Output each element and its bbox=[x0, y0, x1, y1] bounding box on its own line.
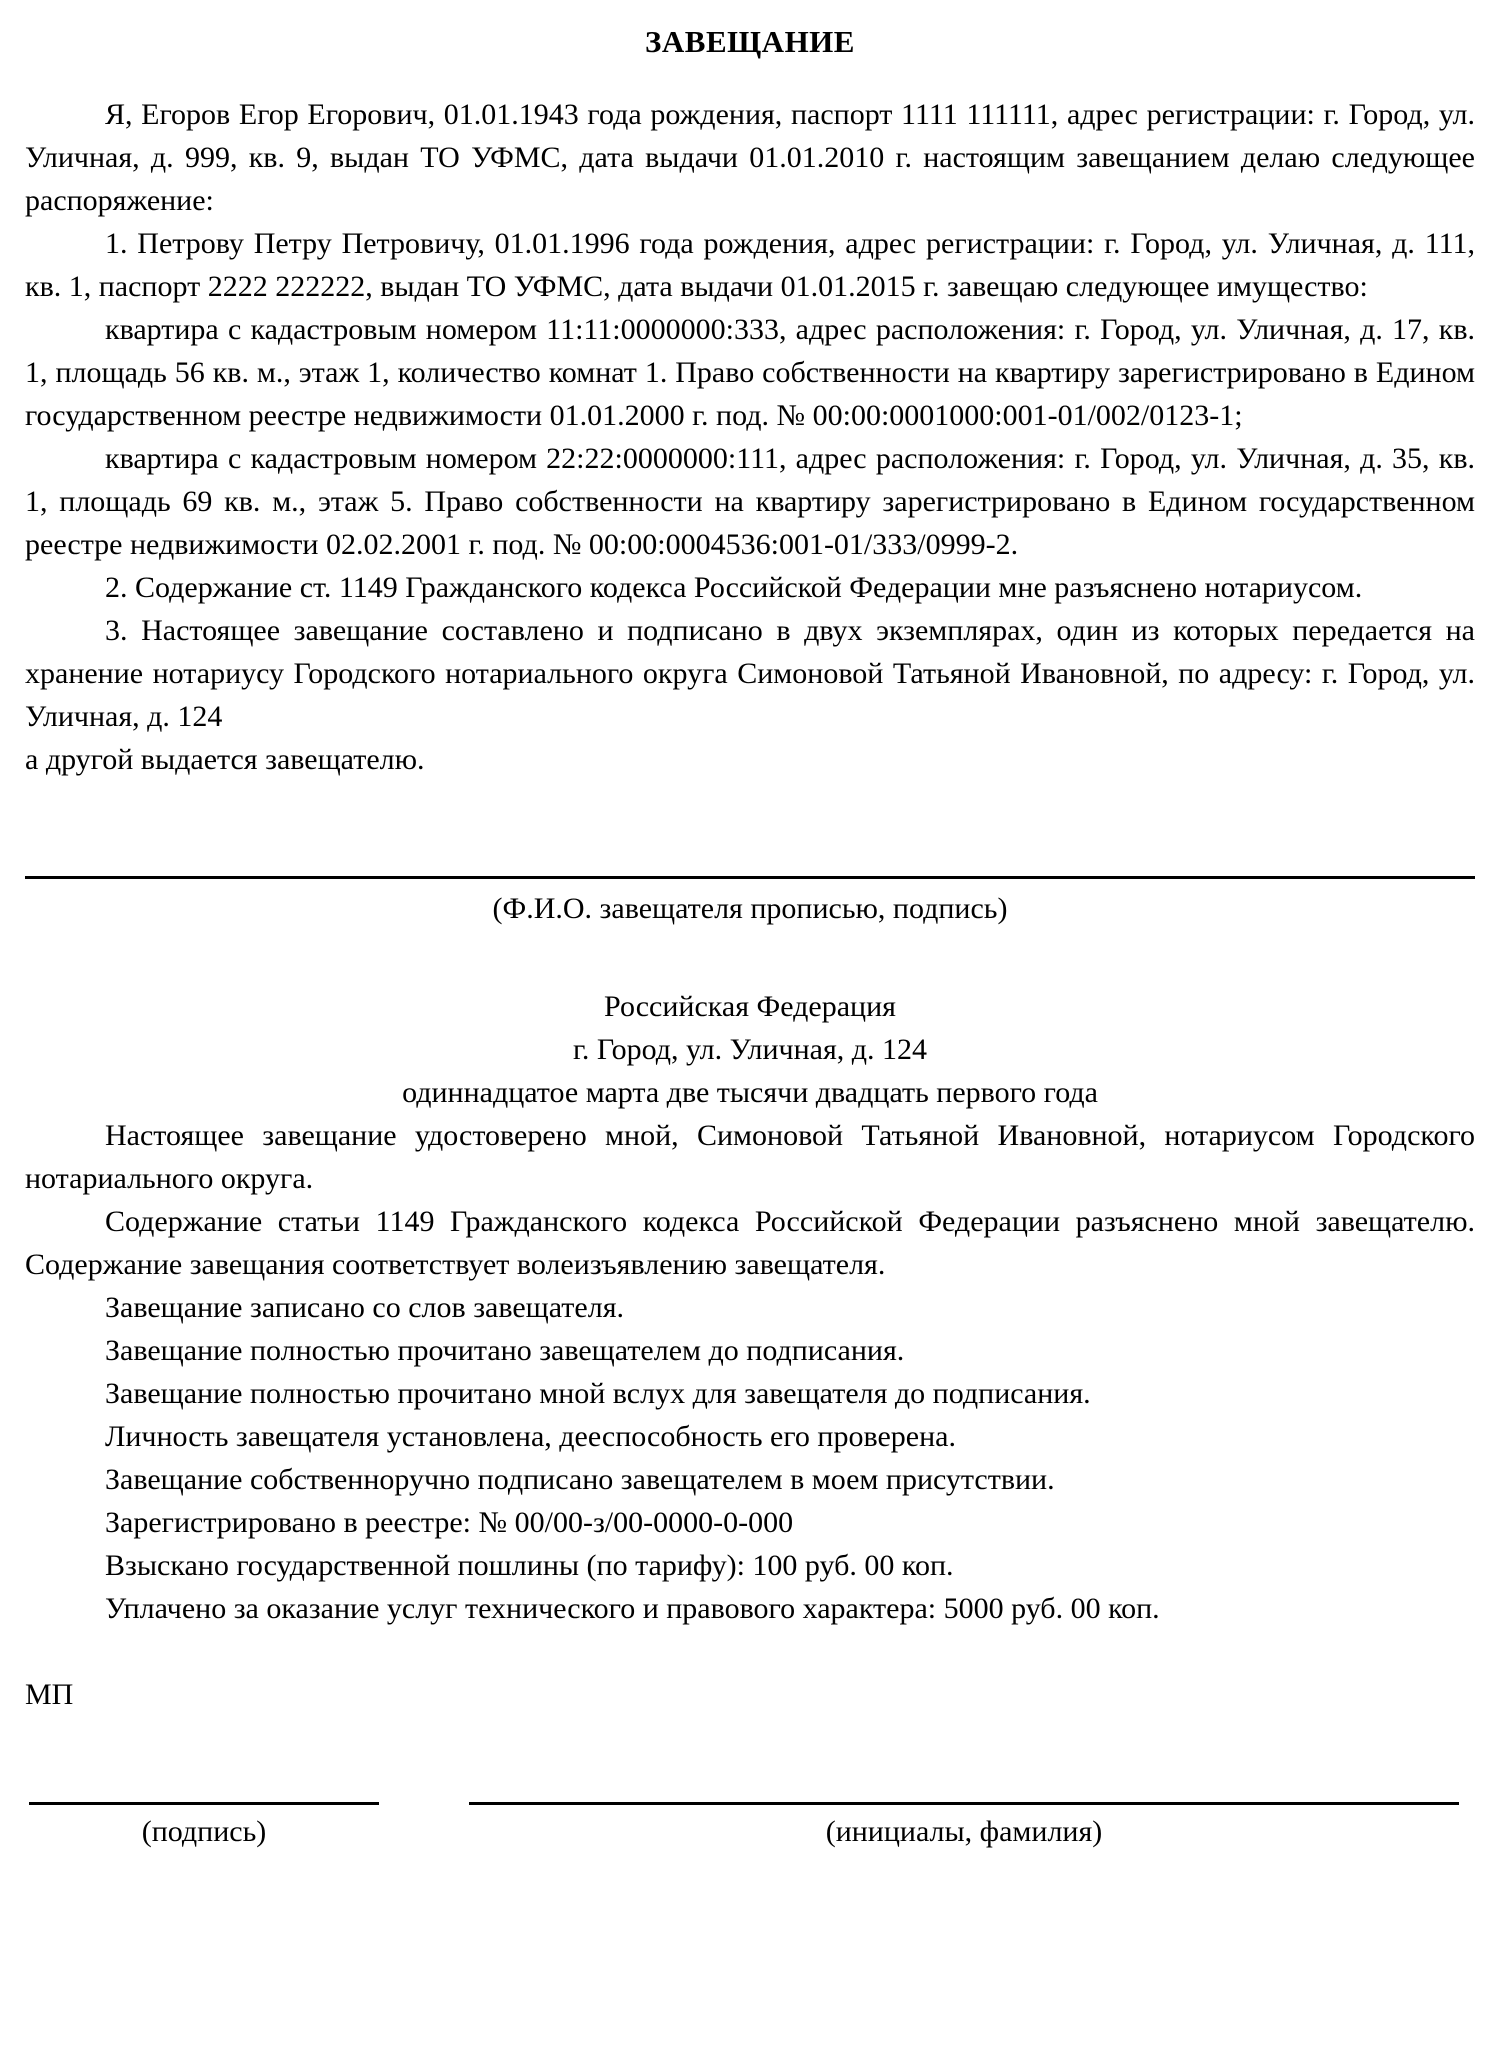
initials-field bbox=[469, 1802, 1459, 1853]
state-duty-line: Взыскано государственной пошлины (по тарифу): 100 руб. 00 коп. bbox=[105, 1549, 954, 1582]
copies-paragraph: 3. Настоящее завещание составлено и подписано в двух экземплярах, один из которых передается на хранение нотариусу Городского нотариального округа Симоновой Татьяной Ивановной, по адресу: г. Город, ул. Уличная, д. 124 bbox=[25, 614, 1475, 733]
testator-signature-caption: (Ф.И.О. завещателя прописью, подпись) bbox=[492, 892, 1008, 925]
signature-field bbox=[29, 1802, 379, 1853]
recorded-from-words-line: Завещание записано со слов завещателя. bbox=[105, 1291, 624, 1324]
country-line: Российская Федерация bbox=[604, 990, 896, 1023]
signed-in-presence-line: Завещание собственноручно подписано завещателем в моем присутствии. bbox=[105, 1463, 1055, 1496]
article-1149-paragraph: 2. Содержание ст. 1149 Гражданского кодекса Российской Федерации мне разъяснено нотариусом. bbox=[105, 571, 1363, 604]
signature-caption: (подпись) bbox=[141, 1815, 267, 1848]
read-aloud-line: Завещание полностью прочитано мной вслух для завещателя до подписания. bbox=[105, 1377, 1091, 1410]
stamp-placeholder: МП bbox=[25, 1678, 74, 1711]
testator-intro-paragraph: Я, Егоров Егор Егорович, 01.01.1943 года рождения, паспорт 1111 111111, адрес регистрации: г. Город, ул. Уличная, д. 999, кв. 9, выдан ТО УФМС, дата выдачи 01.01.2010 г. настоящим завещанием делаю следующее распоряжение: bbox=[25, 98, 1475, 217]
document-title: ЗАВЕЩАНИЕ bbox=[645, 24, 855, 59]
identity-verified-line: Личность завещателя установлена, дееспособность его проверена. bbox=[105, 1420, 956, 1453]
notary-article-paragraph: Содержание статьи 1149 Гражданского кодекса Российской Федерации разъяснено мной завещателю. Содержание завещания соответствует волеизъявлению завещателя. bbox=[25, 1205, 1475, 1281]
notary-address-line: г. Город, ул. Уличная, д. 124 bbox=[572, 1033, 928, 1066]
apartment-2-paragraph: квартира с кадастровым номером 22:22:0000000:111, адрес расположения: г. Город, ул. Уличная, д. 35, кв. 1, площадь 69 кв. м., этаж 5. Право собственности на квартиру зарегистрировано в Едином государственном реестре недвижимости 02.02.2001 г. под. № 00:00:0004536:001-01/333/0999-2. bbox=[25, 442, 1475, 561]
heir-paragraph: 1. Петрову Петру Петровичу, 01.01.1996 года рождения, адрес регистрации: г. Город, ул. Уличная, д. 111, кв. 1, паспорт 2222 222222, выдан ТО УФМС, дата выдачи 01.01.2015 г. завещаю следующее имущество: bbox=[25, 227, 1475, 303]
date-in-words-line: одиннадцатое марта две тысячи двадцать первого года bbox=[402, 1076, 1098, 1109]
services-fee-line: Уплачено за оказание услуг технического и правового характера: 5000 руб. 00 коп. bbox=[105, 1592, 1160, 1625]
initials-caption: (инициалы, фамилия) bbox=[825, 1815, 1103, 1848]
notary-certification-paragraph: Настоящее завещание удостоверено мной, Симоновой Татьяной Ивановной, нотариусом Городского нотариального округа. bbox=[25, 1119, 1475, 1195]
testator-signature-line bbox=[25, 876, 1475, 879]
apartment-1-paragraph: квартира с кадастровым номером 11:11:0000000:333, адрес расположения: г. Город, ул. Уличная, д. 17, кв. 1, площадь 56 кв. м., этаж 1, количество комнат 1. Право собственности на квартиру зарегистрировано в Едином государственном реестре недвижимости 01.01.2000 г. под. № 00:00:0001000:001-01/002/0123-1; bbox=[25, 313, 1475, 432]
second-copy-line: а другой выдается завещателю. bbox=[25, 743, 425, 776]
registry-number-line: Зарегистрировано в реестре: № 00/00-з/00-0000-0-000 bbox=[105, 1506, 794, 1539]
read-by-testator-line: Завещание полностью прочитано завещателем до подписания. bbox=[105, 1334, 905, 1367]
footer-signature-row bbox=[25, 1802, 1475, 1853]
